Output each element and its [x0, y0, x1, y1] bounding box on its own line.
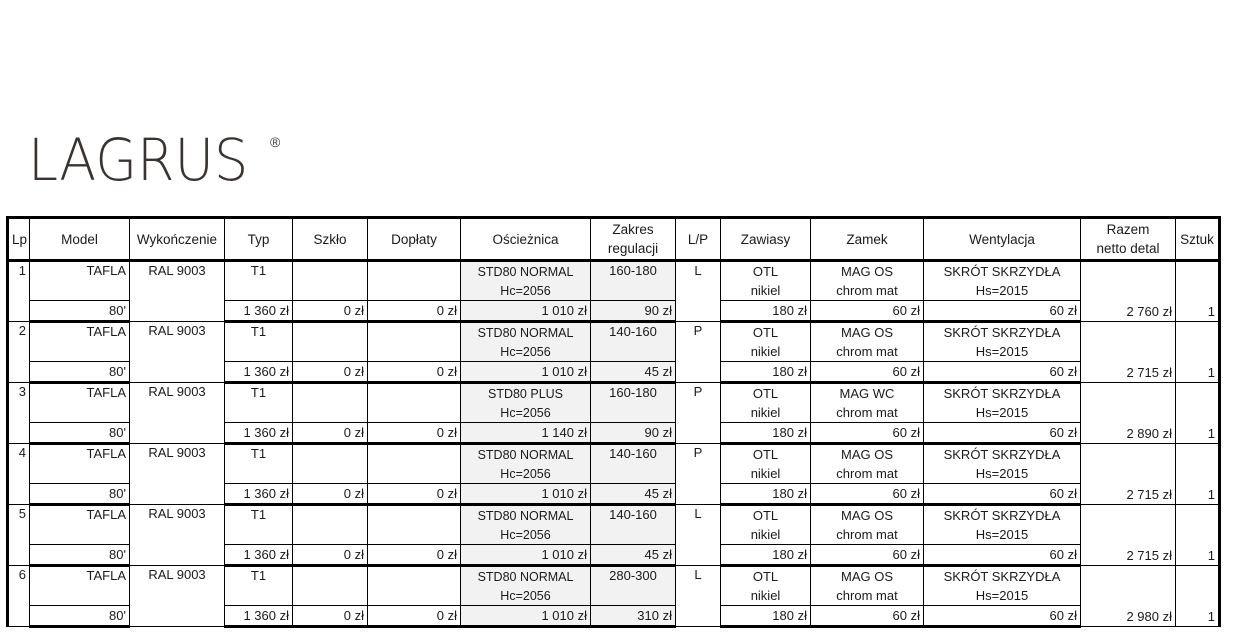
header-type: Typ	[225, 218, 293, 261]
cell-hinge-line2: nikiel	[721, 403, 811, 423]
header-surcharge: Dopłaty	[368, 218, 461, 261]
cell-side: L	[676, 261, 721, 322]
cell-model: TAFLA	[30, 322, 130, 362]
cell-frame-line1: STD80 NORMAL	[461, 566, 591, 587]
cell-hinge-price: 180 zł	[721, 362, 811, 383]
cell-qty: 1	[1176, 566, 1220, 627]
cell-qty: 1	[1176, 261, 1220, 322]
cell-lock-price: 60 zł	[811, 545, 924, 566]
cell-range-price: 90 zł	[591, 423, 676, 444]
cell-lp: 5	[8, 505, 30, 566]
cell-surcharge	[368, 383, 461, 423]
header-lock: Zamek	[811, 218, 924, 261]
cell-finish: RAL 9003	[130, 261, 225, 322]
table-row	[8, 444, 1220, 465]
cell-vent-line1: SKRÓT SKRZYDŁA	[924, 566, 1081, 587]
cell-finish: RAL 9003	[130, 383, 225, 444]
cell-size: 80'	[30, 362, 130, 383]
table-row	[8, 383, 1220, 404]
cell-glass-price: 0 zł	[293, 301, 368, 322]
order-table	[6, 216, 1221, 628]
cell-lock-line2: chrom mat	[811, 342, 924, 362]
cell-vent-price: 60 zł	[924, 423, 1081, 444]
cell-range: 160-180	[591, 383, 676, 423]
cell-model: TAFLA	[30, 261, 130, 301]
cell-frame-price: 1 010 zł	[461, 545, 591, 566]
brand-name: LAGRUS	[28, 126, 249, 194]
cell-lock-line1: MAG WC	[811, 383, 924, 404]
cell-type: T1	[225, 444, 293, 484]
cell-side: P	[676, 322, 721, 383]
cell-vent-line1: SKRÓT SKRZYDŁA	[924, 322, 1081, 343]
cell-vent-line2: Hs=2015	[924, 525, 1081, 545]
cell-total: 2 715 zł	[1081, 505, 1176, 566]
cell-side: L	[676, 566, 721, 627]
cell-lock-price: 60 zł	[811, 362, 924, 383]
cell-frame-price: 1 010 zł	[461, 484, 591, 505]
cell-qty: 1	[1176, 322, 1220, 383]
cell-qty: 1	[1176, 383, 1220, 444]
cell-hinge-price: 180 zł	[721, 545, 811, 566]
cell-lock-line1: MAG OS	[811, 444, 924, 465]
cell-vent-price: 60 zł	[924, 301, 1081, 322]
cell-type: T1	[225, 566, 293, 606]
cell-lock-price: 60 zł	[811, 301, 924, 322]
cell-lock-line1: MAG OS	[811, 505, 924, 526]
cell-glass-price: 0 zł	[293, 606, 368, 627]
cell-glass	[293, 383, 368, 423]
cell-range-price: 310 zł	[591, 606, 676, 627]
cell-hinge-line2: nikiel	[721, 464, 811, 484]
cell-hinge-line2: nikiel	[721, 342, 811, 362]
cell-hinge-line1: OTL	[721, 505, 811, 526]
cell-hinge-line2: nikiel	[721, 525, 811, 545]
cell-vent-line2: Hs=2015	[924, 464, 1081, 484]
cell-glass-price: 0 zł	[293, 423, 368, 444]
cell-lock-line2: chrom mat	[811, 586, 924, 606]
cell-vent-price: 60 zł	[924, 545, 1081, 566]
cell-side: P	[676, 444, 721, 505]
cell-type-price: 1 360 zł	[225, 545, 293, 566]
cell-frame-line1: STD80 NORMAL	[461, 444, 591, 465]
cell-total: 2 715 zł	[1081, 322, 1176, 383]
cell-size: 80'	[30, 606, 130, 627]
cell-model: TAFLA	[30, 383, 130, 423]
cell-frame-line2: Hc=2056	[461, 525, 591, 545]
cell-type: T1	[225, 261, 293, 301]
cell-vent-line2: Hs=2015	[924, 403, 1081, 423]
cell-frame-line1: STD80 NORMAL	[461, 505, 591, 526]
cell-hinge-price: 180 zł	[721, 423, 811, 444]
cell-hinge-price: 180 zł	[721, 301, 811, 322]
cell-lock-price: 60 zł	[811, 484, 924, 505]
cell-glass	[293, 444, 368, 484]
cell-hinge-line1: OTL	[721, 322, 811, 343]
cell-total: 2 980 zł	[1081, 566, 1176, 627]
header-hinges: Zawiasy	[721, 218, 811, 261]
cell-side: L	[676, 505, 721, 566]
brand-logo	[28, 126, 281, 194]
table-row	[8, 322, 1220, 343]
cell-frame-line1: STD80 PLUS	[461, 383, 591, 404]
table-row	[8, 261, 1220, 282]
header-model: Model	[30, 218, 130, 261]
cell-model: TAFLA	[30, 566, 130, 606]
cell-glass-price: 0 zł	[293, 362, 368, 383]
cell-lock-line2: chrom mat	[811, 281, 924, 301]
cell-model: TAFLA	[30, 505, 130, 545]
cell-vent-line2: Hs=2015	[924, 281, 1081, 301]
cell-frame-price: 1 010 zł	[461, 362, 591, 383]
cell-range-price: 45 zł	[591, 484, 676, 505]
cell-range: 140-160	[591, 505, 676, 545]
cell-surcharge	[368, 444, 461, 484]
cell-hinge-price: 180 zł	[721, 606, 811, 627]
cell-surcharge	[368, 505, 461, 545]
cell-lock-line2: chrom mat	[811, 525, 924, 545]
cell-range: 280-300	[591, 566, 676, 606]
cell-frame-line2: Hc=2056	[461, 403, 591, 423]
cell-frame-line2: Hc=2056	[461, 281, 591, 301]
header-range-line2: regulacji	[607, 241, 659, 256]
registered-mark: ®	[270, 134, 281, 150]
header-range-line1: Zakres	[612, 222, 654, 237]
cell-lock-line2: chrom mat	[811, 464, 924, 484]
cell-type-price: 1 360 zł	[225, 606, 293, 627]
cell-surcharge-price: 0 zł	[368, 362, 461, 383]
cell-hinge-line1: OTL	[721, 444, 811, 465]
cell-lp: 6	[8, 566, 30, 627]
header-glass: Szkło	[293, 218, 368, 261]
header-qty: Sztuk	[1176, 218, 1220, 261]
cell-finish: RAL 9003	[130, 322, 225, 383]
cell-surcharge	[368, 322, 461, 362]
cell-lock-line2: chrom mat	[811, 403, 924, 423]
cell-hinge-line2: nikiel	[721, 281, 811, 301]
cell-lp: 4	[8, 444, 30, 505]
cell-side: P	[676, 383, 721, 444]
cell-lp: 2	[8, 322, 30, 383]
cell-vent-line1: SKRÓT SKRZYDŁA	[924, 505, 1081, 526]
cell-lock-price: 60 zł	[811, 606, 924, 627]
cell-total: 2 715 zł	[1081, 444, 1176, 505]
cell-glass	[293, 322, 368, 362]
cell-vent-line1: SKRÓT SKRZYDŁA	[924, 261, 1081, 282]
cell-hinge-line1: OTL	[721, 261, 811, 282]
cell-type-price: 1 360 zł	[225, 484, 293, 505]
cell-model: TAFLA	[30, 444, 130, 484]
header-vent: Wentylacja	[924, 218, 1081, 261]
table-row	[8, 566, 1220, 587]
header-range	[591, 218, 676, 261]
cell-total: 2 760 zł	[1081, 261, 1176, 322]
cell-vent-line2: Hs=2015	[924, 586, 1081, 606]
header-finish: Wykończenie	[130, 218, 225, 261]
cell-glass	[293, 261, 368, 301]
cell-size: 80'	[30, 301, 130, 322]
cell-hinge-line1: OTL	[721, 566, 811, 587]
cell-qty: 1	[1176, 505, 1220, 566]
cell-type: T1	[225, 322, 293, 362]
cell-frame-line1: STD80 NORMAL	[461, 261, 591, 282]
cell-frame-line1: STD80 NORMAL	[461, 322, 591, 343]
cell-surcharge-price: 0 zł	[368, 423, 461, 444]
cell-finish: RAL 9003	[130, 444, 225, 505]
cell-surcharge-price: 0 zł	[368, 301, 461, 322]
cell-surcharge	[368, 261, 461, 301]
cell-type: T1	[225, 505, 293, 545]
cell-frame-line2: Hc=2056	[461, 586, 591, 606]
header-total-line1: Razem	[1106, 222, 1150, 237]
cell-lock-line1: MAG OS	[811, 322, 924, 343]
cell-vent-price: 60 zł	[924, 606, 1081, 627]
cell-type-price: 1 360 zł	[225, 362, 293, 383]
cell-type-price: 1 360 zł	[225, 423, 293, 444]
cell-frame-line2: Hc=2056	[461, 342, 591, 362]
cell-hinge-price: 180 zł	[721, 484, 811, 505]
cell-size: 80'	[30, 545, 130, 566]
cell-frame-price: 1 010 zł	[461, 606, 591, 627]
header-side: L/P	[676, 218, 721, 261]
cell-frame-price: 1 140 zł	[461, 423, 591, 444]
cell-qty: 1	[1176, 444, 1220, 505]
cell-frame-price: 1 010 zł	[461, 301, 591, 322]
cell-vent-line1: SKRÓT SKRZYDŁA	[924, 383, 1081, 404]
cell-lp: 1	[8, 261, 30, 322]
cell-finish: RAL 9003	[130, 566, 225, 627]
cell-size: 80'	[30, 423, 130, 444]
cell-surcharge-price: 0 zł	[368, 484, 461, 505]
cell-lock-line1: MAG OS	[811, 566, 924, 587]
cell-hinge-line2: nikiel	[721, 586, 811, 606]
cell-surcharge-price: 0 zł	[368, 606, 461, 627]
cell-vent-line1: SKRÓT SKRZYDŁA	[924, 444, 1081, 465]
cell-type: T1	[225, 383, 293, 423]
cell-glass	[293, 566, 368, 606]
cell-finish: RAL 9003	[130, 505, 225, 566]
cell-lp: 3	[8, 383, 30, 444]
table-row	[8, 505, 1220, 526]
cell-range-price: 45 zł	[591, 362, 676, 383]
cell-vent-line2: Hs=2015	[924, 342, 1081, 362]
cell-range-price: 45 zł	[591, 545, 676, 566]
cell-range-price: 90 zł	[591, 301, 676, 322]
cell-lock-price: 60 zł	[811, 423, 924, 444]
cell-surcharge	[368, 566, 461, 606]
cell-lock-line1: MAG OS	[811, 261, 924, 282]
cell-type-price: 1 360 zł	[225, 301, 293, 322]
header-lp: Lp	[8, 218, 30, 261]
cell-range: 160-180	[591, 261, 676, 301]
cell-surcharge-price: 0 zł	[368, 545, 461, 566]
cell-frame-line2: Hc=2056	[461, 464, 591, 484]
cell-hinge-line1: OTL	[721, 383, 811, 404]
cell-range: 140-160	[591, 444, 676, 484]
cell-vent-price: 60 zł	[924, 484, 1081, 505]
header-total	[1081, 218, 1176, 261]
header-row	[8, 218, 1220, 261]
cell-glass-price: 0 zł	[293, 484, 368, 505]
header-total-line2: netto detal	[1096, 241, 1160, 256]
cell-total: 2 890 zł	[1081, 383, 1176, 444]
cell-glass-price: 0 zł	[293, 545, 368, 566]
cell-glass	[293, 505, 368, 545]
cell-range: 140-160	[591, 322, 676, 362]
cell-size: 80'	[30, 484, 130, 505]
header-frame: Ościeżnica	[461, 218, 591, 261]
cell-vent-price: 60 zł	[924, 362, 1081, 383]
